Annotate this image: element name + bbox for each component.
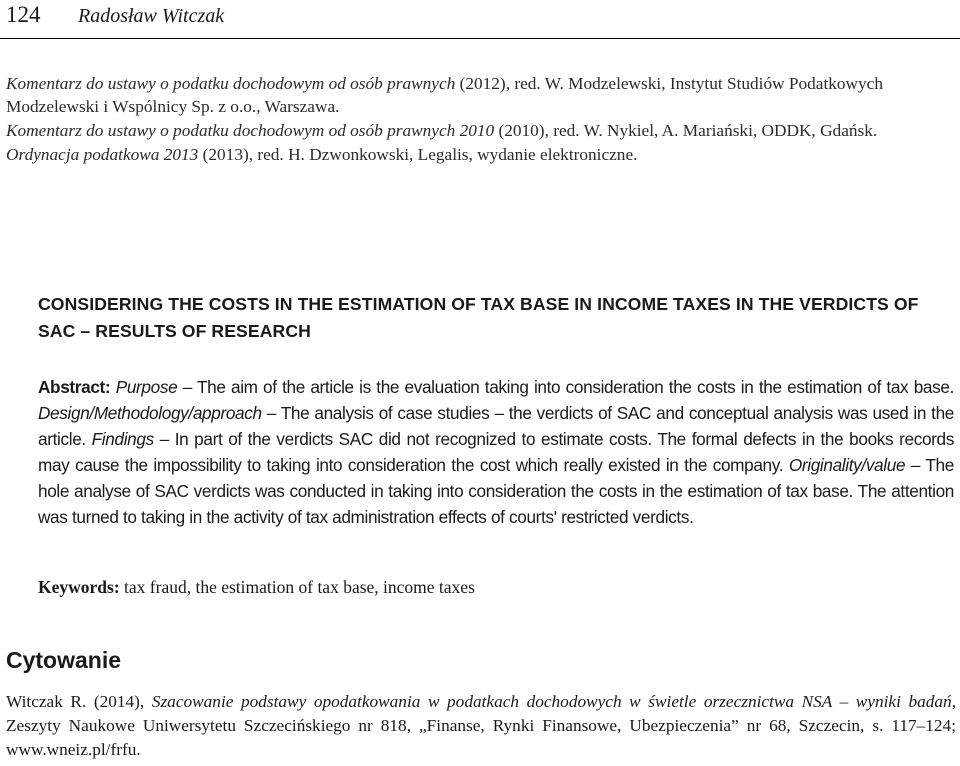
citation-text: [6, 690, 956, 762]
bibliography-item: [6, 119, 956, 142]
citation-title: Szacowanie podstawy opodatkowania w podatkach dochodowych w świetle orzecznictwa NSA – wyniki badań: [151, 692, 952, 711]
abstract-label: Abstract:: [38, 377, 111, 397]
citation-details: , Zeszyty Naukowe Uniwersytetu Szczecińskiego nr 818, „Finanse, Rynki Finansowe, Ubezpieczenia” nr 68, Szczecin, s. 117–124; www.wneiz.pl/frfu.: [6, 692, 957, 759]
design-label: Design/Methodology/approach: [38, 403, 262, 423]
originality-label: Originality/value: [788, 455, 906, 475]
bibliography-list: [6, 72, 956, 167]
bibliography-item-title: Ordynacja podatkowa 2013: [6, 145, 199, 164]
design-text: – The analysis of case studies – the verdicts of SAC and conceptual analysis was used in the article.: [38, 403, 954, 449]
page-number: 124: [6, 2, 41, 27]
findings-label: Findings: [91, 429, 154, 449]
citation-heading: Cytowanie: [6, 647, 122, 673]
bibliography-item-details: (2013), red. H. Dzwonkowski, Legalis, wydanie elektroniczne.: [198, 145, 638, 164]
keywords-label: Keywords:: [38, 577, 120, 597]
header-divider: [0, 38, 960, 39]
citation-author-year: Witczak R. (2014),: [6, 692, 152, 711]
purpose-label: Purpose: [115, 377, 178, 397]
english-article-title: CONSIDERING THE COSTS IN THE ESTIMATION OF TAX BASE IN INCOME TAXES IN THE VERDICTS OF SAC – RESULTS OF RESEARCH: [38, 294, 919, 341]
bibliography-item-title: Komentarz do ustawy o podatku dochodowym od osób prawnych: [6, 74, 456, 93]
bibliography-item-details: (2012), red. W. Modzelewski, Instytut Studiów Podatkowych Modzelewski i Wspólnicy Sp. z o.o., Warszawa.: [6, 74, 883, 116]
running-author: Radosław Witczak: [78, 5, 225, 27]
bibliography-item: [6, 72, 956, 118]
originality-text: – The hole analyse of SAC verdicts was conducted in taking into consideration the costs in the estimation of tax base. The attention was turned to taking in the activity of tax administration effects of courts' restricted verdicts.: [38, 455, 954, 527]
bibliography-item-title: Komentarz do ustawy o podatku dochodowym od osób prawnych 2010: [6, 121, 495, 140]
keywords: [38, 574, 954, 600]
bibliography-item: [6, 143, 956, 166]
bibliography-item-details: (2010), red. W. Nykiel, A. Mariański, ODDK, Gdańsk.: [494, 121, 878, 140]
purpose-text: – The aim of the article is the evaluation taking into consideration the costs in the estimation of tax base.: [177, 377, 954, 397]
running-header: [6, 0, 224, 34]
findings-text: – In part of the verdicts SAC did not recognized to estimate costs. The formal defects in the books records may cause the impossibility to taking into consideration the cost which really existed in the company.: [38, 429, 954, 475]
keywords-text: tax fraud, the estimation of tax base, income taxes: [119, 577, 475, 597]
abstract: [38, 374, 954, 530]
